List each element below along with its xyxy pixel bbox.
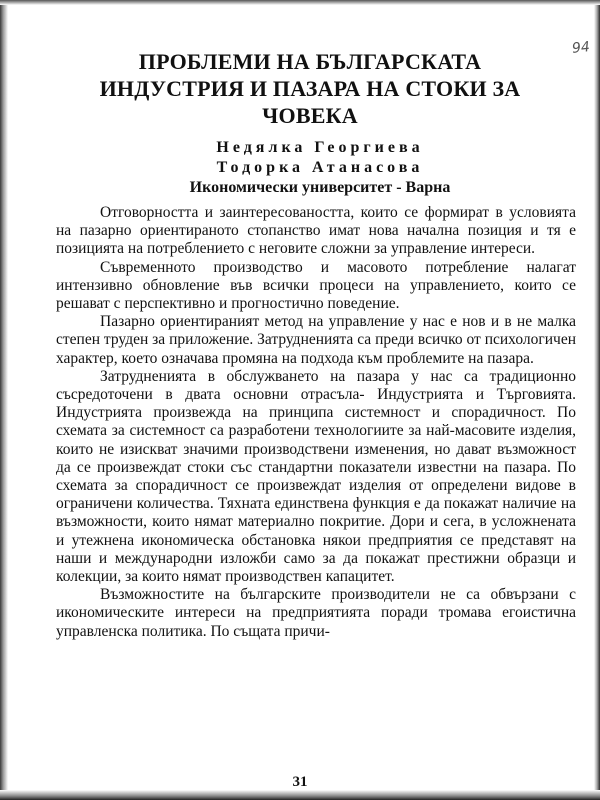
scan-shadow-bottom — [0, 790, 600, 800]
authors — [120, 138, 520, 178]
scan-shadow-right — [594, 0, 600, 800]
scan-shadow-top — [0, 0, 600, 5]
article-title — [60, 48, 560, 129]
author-name: Тодорка Атанасова — [216, 159, 424, 176]
paragraph: Възможностите на българските производители не са обвързани с икономическите интереси на предприятията поради тромава егоистична управленска политика. По същата причи- — [56, 586, 576, 640]
title-line: ИНДУСТРИЯ И ПАЗАРА НА СТОКИ ЗА — [99, 76, 521, 101]
paragraph: Отговорността и заинтересоваността, които се формират в условията на пазарно ориентираното стопанство имат нова начална позиция и тя е позицията на потреблението с неговите сложни за управление интереси. — [56, 204, 576, 258]
paragraph: Пазарно ориентираният метод на управление у нас е нов и в не малка степен труден за приложение. Затрудненията са преди всичко от психологичен характер, което означава промяна на подхода към проблемите на пазара. — [56, 313, 576, 367]
handwritten-margin-note: 94 — [571, 39, 591, 57]
paragraph: Съвременното производство и масовото потребление налагат интензивно обновление във всички процеси на управлението, които се решават с перспективно и прогностично поведение. — [56, 258, 576, 313]
affiliation: Икономически университет - Варна — [189, 179, 451, 196]
page-number: 31 — [292, 774, 308, 790]
paragraph: Затрудненията в обслужването на пазара у нас са традиционно съсредоточени в двата основни отрасъла- Индустрията и Търговията. Индустрията произвежда на принципа системност и спорадичност. По схемата за системност са разработени технологиите за най-масовите изделия, които не изискват значими производствени изменения, но дават възможност да се произвеждат стоки със стандартни показатели известни на пазара. По схемата за спорадичност се произвеждат изделия от определени видове в ограничени количества. Тяхната единствена функция е да покажат наличие на възможности, които нямат материално покритие. Дори и сега, в усложнената и утежнена икономическа обстановка някои предприятия се представят на наши и международни изложби само за да покажат престижни образци и колекции, за които нямат производствен капацитет. — [56, 367, 576, 586]
title-line: ПРОБЛЕМИ НА БЪЛГАРСКАТА — [138, 49, 482, 74]
article-body — [56, 204, 576, 641]
scan-shadow-left — [0, 0, 8, 800]
title-line: ЧОВЕКА — [262, 103, 358, 128]
author-name: Недялка Георгиева — [216, 139, 424, 156]
